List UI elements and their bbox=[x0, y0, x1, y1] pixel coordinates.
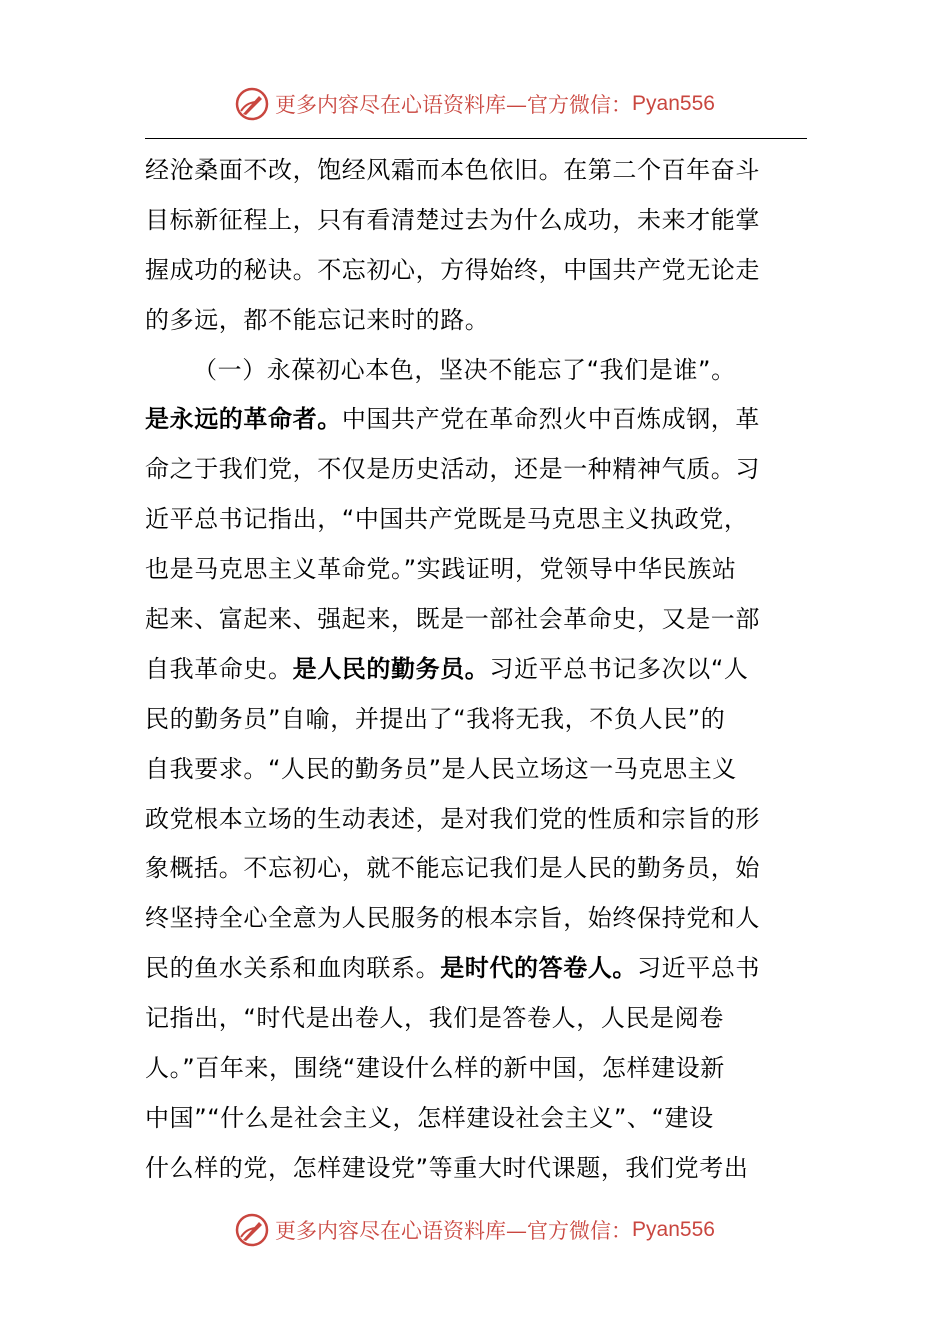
body-line: 民的鱼水关系和血肉联系。是时代的答卷人。习近平总书 bbox=[145, 954, 761, 983]
body-line: 终坚持全心全意为人民服务的根本宗旨，始终保持党和人 bbox=[145, 904, 760, 933]
body-line: 民的勤务员”自喻，并提出了“我将无我，不负人民”的 bbox=[145, 704, 726, 733]
header-divider bbox=[145, 138, 807, 139]
body-line: 目标新征程上，只有看清楚过去为什么成功，未来才能掌 bbox=[145, 205, 760, 234]
body-line: 中国”“什么是社会主义，怎样建设社会主义”、“建设 bbox=[145, 1103, 714, 1132]
body-line: 也是马克思主义革命党。”实践证明，党领导中华民族站 bbox=[145, 555, 737, 584]
footer-wechat-id: Pyan556 bbox=[632, 1218, 715, 1241]
document-body bbox=[145, 146, 807, 1194]
body-line: 自我革命史。是人民的勤务员。习近平总书记多次以“人 bbox=[145, 654, 749, 683]
body-line: 政党根本立场的生动表述，是对我们党的性质和宗旨的形 bbox=[145, 804, 760, 833]
body-line: 握成功的秘诀。不忘初心，方得始终，中国共产党无论走 bbox=[145, 255, 760, 284]
body-line: 起来、富起来、强起来，既是一部社会革命史，又是一部 bbox=[145, 605, 760, 634]
quill-logo-icon bbox=[235, 1213, 269, 1247]
body-line: 经沧桑面不改，饱经风霜而本色依旧。在第二个百年奋斗 bbox=[145, 156, 760, 184]
body-line: 什么样的党，怎样建设党”等重大时代课题，我们党考出 bbox=[145, 1153, 749, 1182]
header-wechat-id: Pyan556 bbox=[632, 92, 715, 115]
bold-subheading: 是时代的答卷人。 bbox=[440, 954, 638, 983]
body-line: 人。”百年来，围绕“建设什么样的新中国，怎样建设新 bbox=[145, 1054, 725, 1083]
bold-subheading: 是永远的革命者。 bbox=[145, 405, 342, 434]
quill-logo-icon bbox=[235, 87, 269, 121]
section-heading: （一）永葆初心本色，坚决不能忘了“我们是谁”。 bbox=[193, 355, 736, 384]
body-line: 自我要求。“人民的勤务员”是人民立场这一马克思主义 bbox=[145, 754, 737, 783]
body-line: 的多远，都不能忘记来时的路。 bbox=[145, 305, 490, 334]
bold-subheading: 是人民的勤务员。 bbox=[292, 654, 490, 683]
body-line: 近平总书记指出，“中国共产党既是马克思主义执政党， bbox=[145, 505, 749, 534]
footer-banner bbox=[0, 1210, 950, 1250]
body-line: 记指出，“时代是出卷人，我们是答卷人，人民是阅卷 bbox=[145, 1004, 724, 1033]
body-line: 象概括。不忘初心，就不能忘记我们是人民的勤务员，始 bbox=[145, 854, 760, 883]
header-banner-text: 更多内容尽在心语资料库—官方微信： bbox=[275, 93, 633, 117]
body-line: 是永远的革命者。中国共产党在革命烈火中百炼成钢，革 bbox=[145, 405, 761, 434]
footer-banner-text: 更多内容尽在心语资料库—官方微信： bbox=[275, 1219, 633, 1243]
body-line: 命之于我们党，不仅是历史活动，还是一种精神气质。习 bbox=[145, 455, 760, 484]
header-banner bbox=[0, 84, 950, 124]
